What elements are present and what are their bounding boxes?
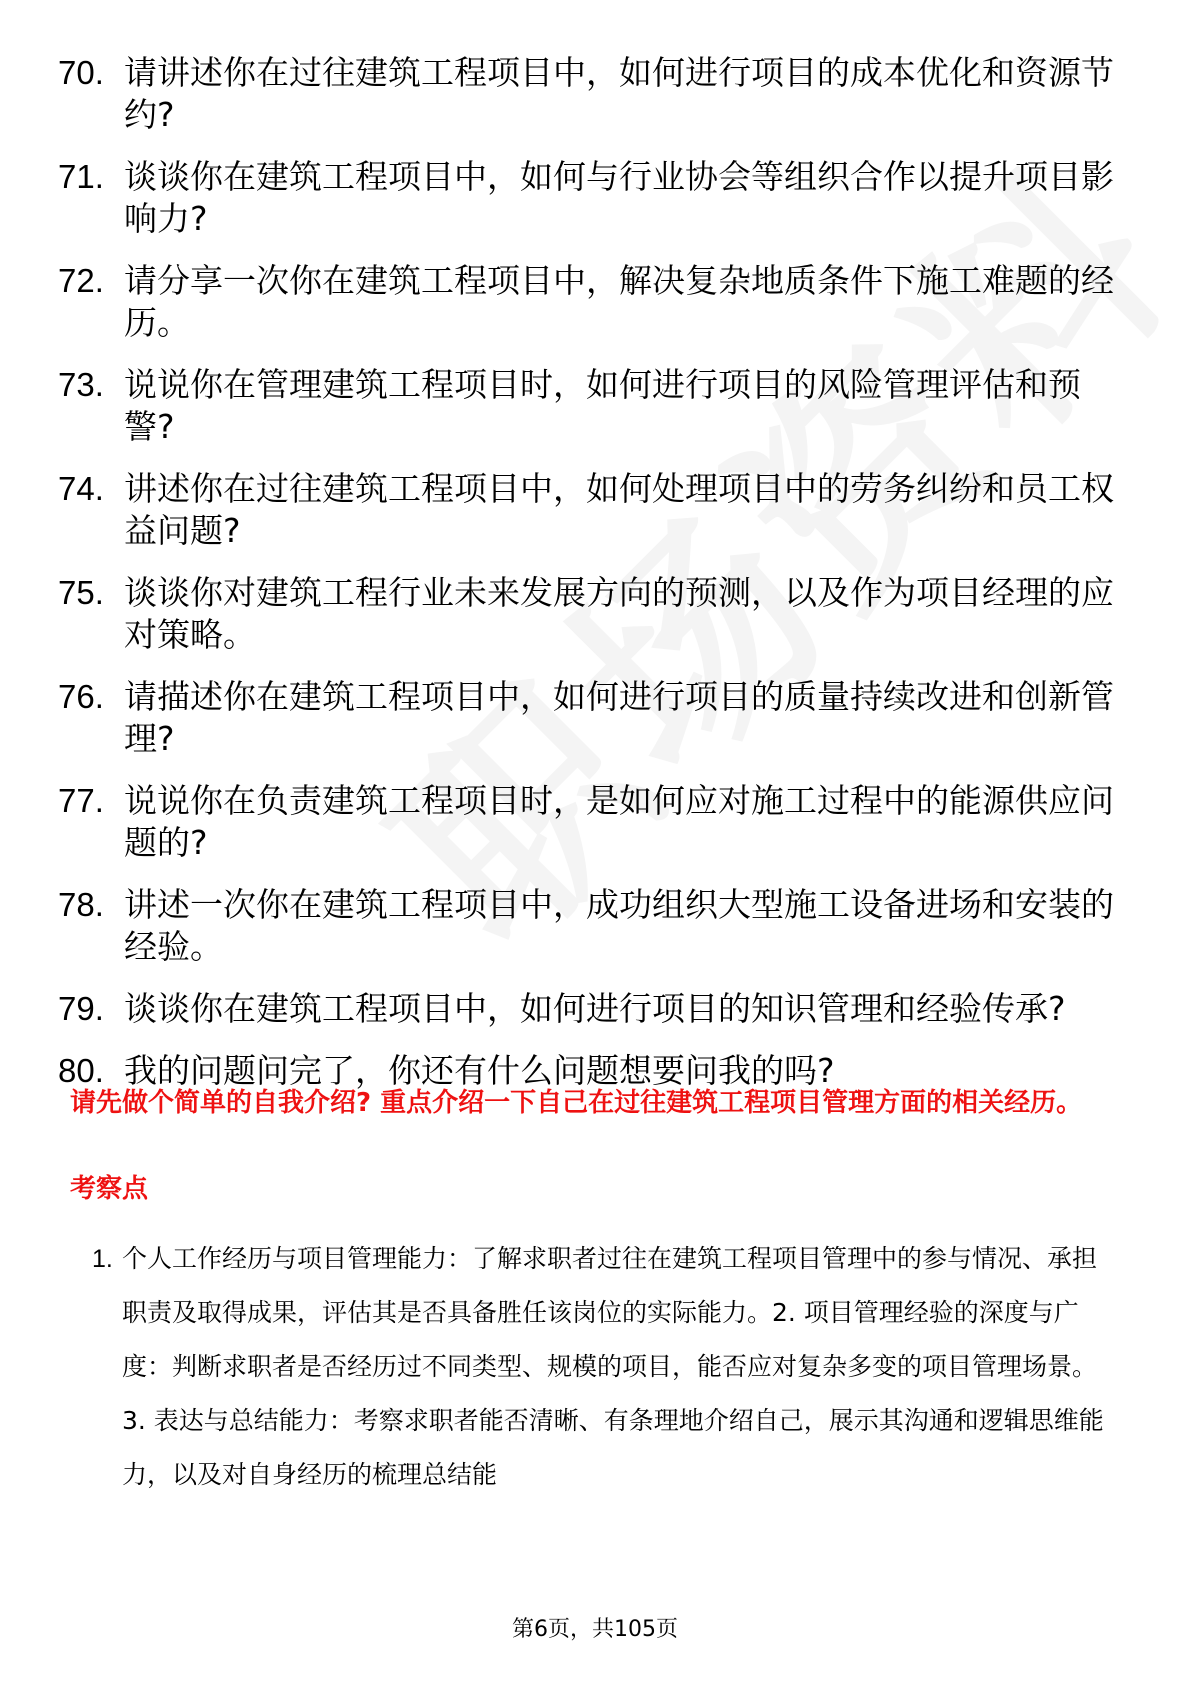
question-text: 请分享一次你在建筑工程项目中，解决复杂地质条件下施工难题的经历。 [124,261,1114,342]
question-item [58,988,1118,1030]
page-footer: 第6页，共105页 [512,1617,678,1642]
answer-text: 个人工作经历与项目管理能力：了解求职者过往在建筑工程项目管理中的参与情况、承担职责及取得成果，评估其是否具备胜任该岗位的实际能力。2. 项目管理经验的深度与广度：判断求职者是否经历过不同类型、规模的项目，能否应对复杂多变的项目管理场景。3. 表达与总结能力：考察求职者能否清晰、有条理地介绍自己，展示其沟通和逻辑思维能力，以及对自身经历的梳理总结能 [122,1244,1104,1489]
question-item [58,884,1118,968]
highlight-question: 请先做个简单的自我介绍? 重点介绍一下自己在过往建筑工程项目管理方面的相关经历。 [70,1088,1083,1118]
question-text: 谈谈你对建筑工程行业未来发展方向的预测，以及作为项目经理的应对策略。 [124,573,1114,654]
question-text: 说说你在负责建筑工程项目时，是如何应对施工过程中的能源供应问题的? [124,781,1114,862]
question-text: 我的问题问完了，你还有什么问题想要问我的吗? [124,1051,835,1090]
question-number: 72. [58,262,104,299]
question-text: 讲述一次你在建筑工程项目中，成功组织大型施工设备进场和安装的经验。 [124,885,1114,966]
question-number: 77. [58,782,104,819]
question-text: 请描述你在建筑工程项目中，如何进行项目的质量持续改进和创新管理? [124,677,1114,758]
question-text: 讲述你在过往建筑工程项目中，如何处理项目中的劳务纠纷和员工权益问题? [124,469,1114,550]
question-text: 说说你在管理建筑工程项目时，如何进行项目的风险管理评估和预警? [124,365,1081,446]
answer-item [92,1232,1112,1502]
question-item [58,364,1118,448]
question-number: 75. [58,574,104,611]
question-number: 76. [58,678,104,715]
question-list [58,52,1118,1112]
question-number: 80. [58,1052,104,1089]
question-item [58,780,1118,864]
question-item [58,676,1118,760]
question-item [58,156,1118,240]
question-text: 谈谈你在建筑工程项目中，如何与行业协会等组织合作以提升项目影响力? [124,157,1114,238]
question-number: 78. [58,886,104,923]
question-item [58,52,1118,136]
question-text: 谈谈你在建筑工程项目中，如何进行项目的知识管理和经验传承? [124,989,1066,1028]
question-number: 71. [58,158,104,195]
question-item [58,260,1118,344]
section-label: 考察点 [70,1174,149,1204]
question-number: 79. [58,990,104,1027]
question-item [58,468,1118,552]
question-text: 请讲述你在过往建筑工程项目中，如何进行项目的成本优化和资源节约? [124,53,1114,134]
answer-number: 1. [92,1245,113,1273]
question-number: 73. [58,366,104,403]
question-item [58,572,1118,656]
question-number: 70. [58,54,104,91]
question-number: 74. [58,470,104,507]
